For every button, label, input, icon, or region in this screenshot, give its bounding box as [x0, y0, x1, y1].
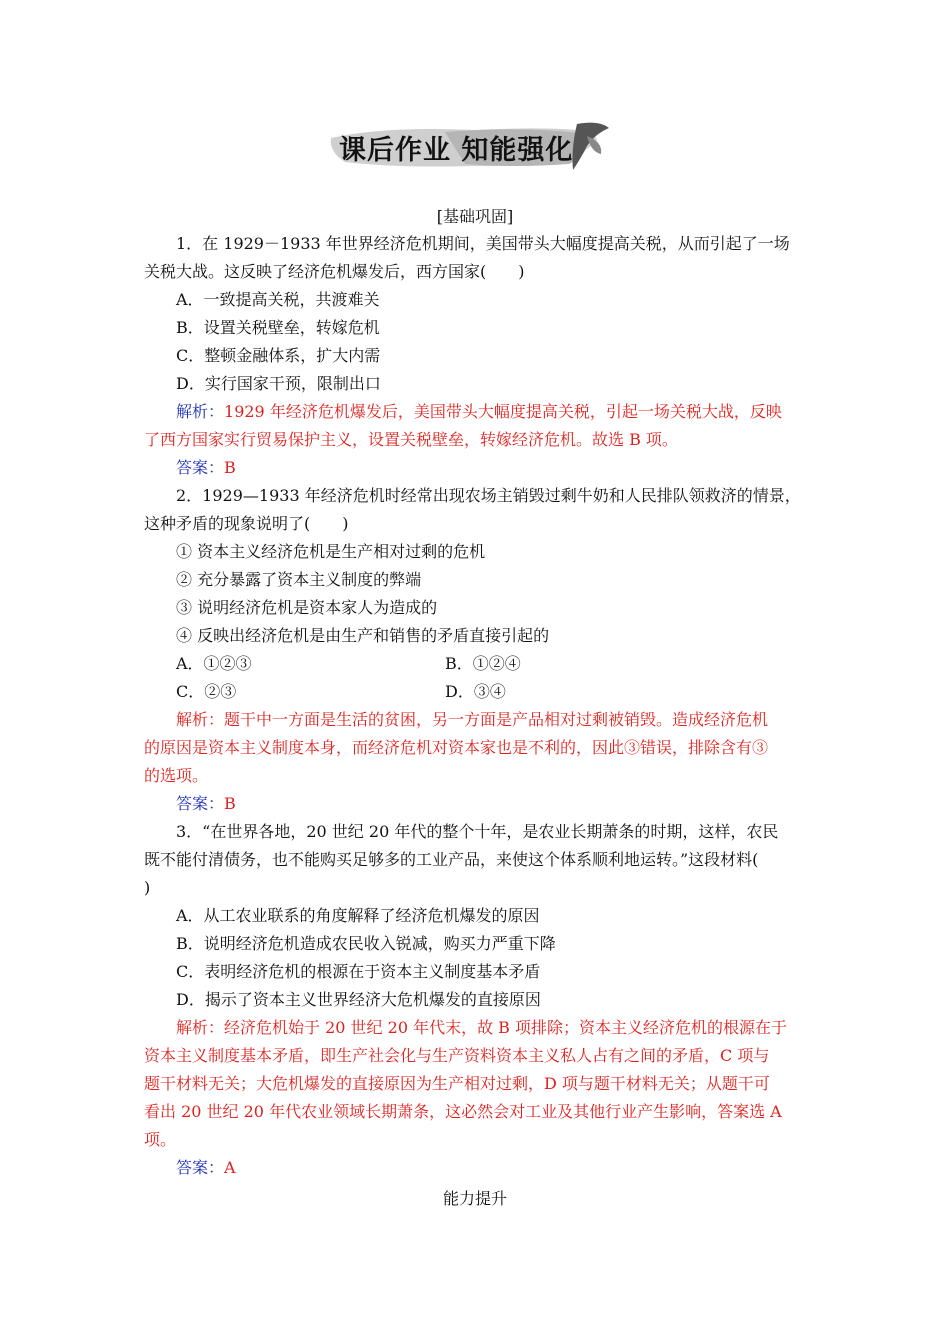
q3-explanation-line3: 题干材料无关；大危机爆发的直接原因为生产相对过剩，D 项与题干材料无关；从题干可	[144, 1074, 770, 1093]
title-banner	[325, 118, 615, 180]
q2-explanation-line3: 的选项。	[144, 766, 209, 785]
q1-stem-line1: 1．在 1929－1933 年世界经济危机期间，美国带头大幅度提高关税，从而引起了一场	[176, 234, 790, 253]
q1-stem-line2: 关税大战。这反映了经济危机爆发后，西方国家( )	[144, 262, 525, 281]
q1-answer-value: B	[224, 458, 236, 477]
q1-option-a: A．一致提高关税，共渡难关	[176, 290, 380, 309]
q3-explanation-line5: 项。	[144, 1130, 177, 1149]
q3-explanation-line1	[176, 1018, 787, 1038]
q3-option-d: D．揭示了资本主义世界经济大危机爆发的直接原因	[176, 990, 541, 1009]
q1-explanation-label: 解析：	[176, 402, 225, 421]
q2-option-a: A．①②③	[176, 654, 252, 673]
q3-stem-line1: 3．“在世界各地，20 世纪 20 年代的整个十年，是农业长期萧条的时期，这样，农民	[176, 822, 779, 841]
q1-option-d: D．实行国家干预，限制出口	[176, 374, 381, 393]
q3-option-b: B．说明经济危机造成农民收入锐减，购买力严重下降	[176, 934, 556, 953]
q2-explanation-line2: 的原因是资本主义制度本身，而经济危机对资本家也是不利的，因此③错误，排除含有③	[144, 738, 769, 757]
q2-explanation-line1	[176, 710, 768, 730]
page-title: 课后作业 知能强化	[339, 135, 574, 166]
q2-stem-line1: 2．1929—1933 年经济危机时经常出现农场主销毁过剩牛奶和人民排队领救济的情景，	[176, 486, 801, 505]
q3-explanation-line4: 看出 20 世纪 20 年代农业领域长期萧条，这必然会对工业及其他行业产生影响，答案选 A	[144, 1102, 782, 1121]
q1-answer-label: 答案：	[176, 458, 225, 477]
q3-explanation-text1: 经济危机始于 20 世纪 20 年代末，故 B 项排除；资本主义经济危机的根源在于	[224, 1018, 788, 1037]
q2-option-c: C．②③	[176, 682, 237, 701]
q2-answer-value: B	[224, 794, 236, 813]
q2-explanation-label: 解析：	[176, 710, 225, 729]
q1-explanation-line1	[176, 402, 782, 422]
q1-option-b: B．设置关税壁垒，转嫁危机	[176, 318, 380, 337]
q3-stem-line3: )	[144, 878, 151, 897]
q3-answer-value: A	[224, 1158, 236, 1177]
q1-explanation-text1: 1929 年经济危机爆发后，美国带头大幅度提高关税，引起一场关税大战，反映	[224, 402, 782, 421]
q2-statement-1: ① 资本主义经济危机是生产相对过剩的危机	[176, 542, 486, 561]
q2-answer-label: 答案：	[176, 794, 225, 813]
q2-explanation-text1: 题干中一方面是生活的贫困，另一方面是产品相对过剩被销毁。造成经济危机	[224, 710, 769, 729]
q1-option-c: C．整顿金融体系，扩大内需	[176, 346, 381, 365]
q3-explanation-line2: 资本主义制度基本矛盾，即生产社会化与生产资料资本主义私人占有之间的矛盾，C 项与	[144, 1046, 770, 1065]
q2-statement-2: ② 充分暴露了资本主义制度的弊端	[176, 570, 422, 589]
q3-answer-label: 答案：	[176, 1158, 225, 1177]
q2-option-b: B．①②④	[445, 654, 521, 673]
q2-statement-4: ④ 反映出经济危机是由生产和销售的矛盾直接引起的	[176, 626, 550, 645]
q3-stem-line2: 既不能付清债务，也不能购买足够多的工业产品，来使这个体系顺利地运转。”这段材料(	[144, 850, 759, 869]
q2-option-d: D．③④	[445, 682, 506, 701]
q2-stem-line2: 这种矛盾的现象说明了( )	[144, 514, 349, 533]
q3-option-c: C．表明经济危机的根源在于资本主义制度基本矛盾	[176, 962, 541, 981]
q1-answer	[176, 458, 236, 478]
q2-answer	[176, 794, 236, 814]
q3-answer	[176, 1158, 236, 1178]
section-basic: [基础巩固]	[436, 207, 514, 226]
section-advanced: 能力提升	[442, 1189, 507, 1208]
q1-explanation-line2: 了西方国家实行贸易保护主义，设置关税壁垒，转嫁经济危机。故选 B 项。	[144, 430, 678, 449]
q3-option-a: A．从工农业联系的角度解释了经济危机爆发的原因	[176, 906, 540, 925]
q2-statement-3: ③ 说明经济危机是资本家人为造成的	[176, 598, 438, 617]
q3-explanation-label: 解析：	[176, 1018, 225, 1037]
